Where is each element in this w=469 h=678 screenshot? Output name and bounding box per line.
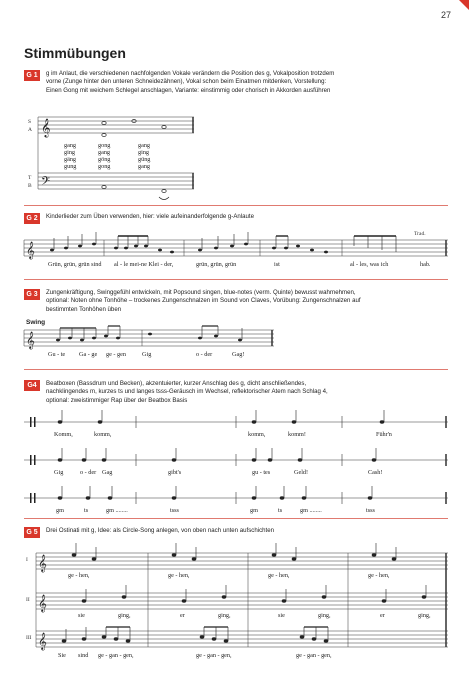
staff-tenor-bass — [38, 173, 194, 189]
treble-clef-icon: 𝄞 — [26, 241, 35, 259]
bass-clef-icon: 𝄢 — [41, 175, 51, 191]
lyric: tsss — [366, 507, 375, 514]
corner-accent — [459, 0, 469, 10]
voice-label: III — [26, 635, 32, 641]
syllable: göng — [98, 156, 111, 163]
syllable: ging — [138, 149, 150, 156]
score-g4 — [24, 408, 448, 514]
staff-soprano-alto — [38, 117, 194, 189]
notes-g1 — [102, 120, 169, 200]
notes-g4 — [58, 410, 384, 499]
lyric: ge - hen, — [268, 572, 290, 579]
lyric: Gig — [54, 469, 64, 476]
lyric: ging, — [318, 612, 331, 619]
lyric: gm — [56, 507, 64, 514]
syllable: gong — [98, 163, 111, 170]
lyric: o - der — [80, 469, 97, 476]
score-g5 — [24, 543, 448, 671]
section-divider — [24, 279, 448, 280]
lyric: sie — [78, 612, 85, 619]
notes-g5 — [62, 543, 426, 642]
staff-label-a: A — [28, 127, 32, 133]
section-g3 — [24, 289, 448, 319]
lyric: er — [180, 612, 185, 619]
section-divider — [24, 518, 448, 519]
lyric: ge - gen — [106, 351, 126, 358]
stems-g2 — [54, 232, 396, 252]
lyric: ging, — [418, 612, 431, 619]
syllable: güng — [138, 156, 151, 163]
lyric: hab. — [420, 261, 431, 268]
treble-clef-icon: 𝄞 — [38, 632, 47, 650]
lyric: ge - hen, — [168, 572, 190, 579]
syllable: gang — [138, 163, 151, 170]
lyric: Führ'n — [376, 431, 392, 438]
page-number: 27 — [440, 10, 451, 20]
staff-label-s: S — [28, 119, 32, 125]
lyric: gm ........ — [106, 507, 128, 514]
lyric: Sie — [58, 652, 66, 659]
lyric: ge - hen, — [368, 572, 390, 579]
lyric: sind — [78, 652, 89, 659]
lyric: gm ........ — [300, 507, 322, 514]
section-g2 — [24, 213, 448, 227]
page-title: Stimmübungen — [24, 45, 126, 61]
lyric: gibt's — [168, 469, 182, 476]
treble-clef-icon: 𝄞 — [41, 118, 51, 137]
lyric: grün, grün, grün — [196, 261, 237, 268]
lyric: ging, — [118, 612, 131, 619]
syllable: gäng — [64, 156, 77, 163]
lyric: ts — [278, 507, 283, 514]
section-description: Drei Ostinati mit g, Idee: als Circle-Song anlegen, von oben nach unten aufschichten — [46, 527, 274, 534]
lyric: Grün, grün, grün sind — [48, 261, 102, 268]
lyric: ist — [274, 261, 280, 268]
lyric: Gag! — [232, 351, 245, 358]
section-badge: G4 — [24, 380, 40, 391]
top-bar — [0, 0, 469, 6]
lyric: ge - gan - gen, — [296, 652, 332, 659]
lyric: komm, — [248, 431, 266, 438]
section-description: Kinderlieder zum Üben verwenden, hier: viele aufeinanderfolgende g-Anlaute — [46, 213, 254, 220]
section-divider — [24, 369, 448, 370]
lyric: Cash! — [368, 469, 383, 476]
section-description: Zungenkräftigung, Swinggefühl entwickeln, mit Popsound singen, blue-notes (verm. Quinte) bewusst wahrnehmen, optional: Noten ohne Tonhöhe – trockenes Zungenschnalzen im Sound von Claves, Vorübung: Zungenschnalzen auf bestimmten Tonhöhen üben — [46, 289, 361, 313]
rhythm-lines — [24, 416, 448, 504]
lyric: Geld! — [294, 469, 309, 476]
treble-clef-icon: 𝄞 — [38, 594, 47, 612]
staff — [24, 240, 448, 256]
credit-trad: Trad. — [414, 231, 426, 237]
lyric: Gig — [142, 351, 152, 358]
syllable: gang — [64, 142, 77, 149]
lyric: komm! — [288, 431, 306, 438]
tempo-marking: Swing — [26, 319, 46, 326]
section-divider — [24, 205, 448, 206]
section-g4 — [24, 380, 448, 410]
staff-label-t: T — [28, 175, 32, 181]
syllable: gang — [138, 142, 151, 149]
section-description: g im Anlaut, die verschiedenen nachfolgenden Vokale verändern die Position des g, Vokalposition trotzdem vorne (Zunge hinter den unteren Schneidezähnen), Vokal schon beim Einatmen mitdenken, Vorstellung: Einen Gong mit weichem Schlegel anschlagen, Variante: einstimmig oder chorisch in Akkorden ausführen — [46, 70, 335, 94]
lyric: Ga - ge — [79, 351, 98, 358]
syllable: gung — [64, 163, 77, 170]
section-badge: G 5 — [24, 527, 40, 538]
lyric: sie — [278, 612, 285, 619]
lyric: o - der — [196, 351, 213, 358]
section-g5 — [24, 527, 448, 539]
section-description: Beatboxen (Bassdrum und Becken), akzentuierter, kurzer Anschlag des g, dicht anschließendes, nachklingendes m, kurzes ts und langes tsss-Geräusch im Wechsel, reflektorischer Atem nach Schlag 4, optional: zweistimmiger Rap über der Beatbox Basis — [46, 380, 328, 404]
lyric: ging, — [218, 612, 231, 619]
lyric: Gag — [102, 469, 113, 476]
treble-clef-icon: 𝄞 — [26, 331, 35, 349]
lyric: al - le mei-ne Klei - der, — [114, 261, 174, 268]
score-g1 — [24, 103, 448, 199]
score-g3 — [24, 316, 448, 364]
section-badge: G 1 — [24, 70, 40, 81]
staff — [24, 330, 274, 346]
lyric: Gu - te — [48, 351, 66, 358]
score-g2 — [24, 228, 448, 274]
staff-label-b: B — [28, 183, 32, 189]
lyric: ge - gan - gen, — [98, 652, 134, 659]
lyric: gm — [250, 507, 258, 514]
lyric: ts — [84, 507, 89, 514]
lyric: er — [380, 612, 385, 619]
syllable: gong — [98, 142, 111, 149]
voice-label: II — [26, 597, 30, 603]
lyric: ge - hen, — [68, 572, 90, 579]
lyric: Komm, — [54, 431, 73, 438]
lyric: gu - tes — [252, 469, 271, 476]
section-badge: G 2 — [24, 213, 40, 224]
lyric: ge - gan - gen, — [196, 652, 232, 659]
treble-clef-icon: 𝄞 — [38, 554, 47, 572]
syllable: ging — [64, 149, 76, 156]
section-badge: G 3 — [24, 289, 40, 300]
voice-label: I — [26, 557, 28, 563]
lyric: komm, — [94, 431, 112, 438]
lyric: al - les, was ich — [350, 261, 389, 268]
syllable: gang — [98, 149, 111, 156]
lyric: tsss — [170, 507, 179, 514]
